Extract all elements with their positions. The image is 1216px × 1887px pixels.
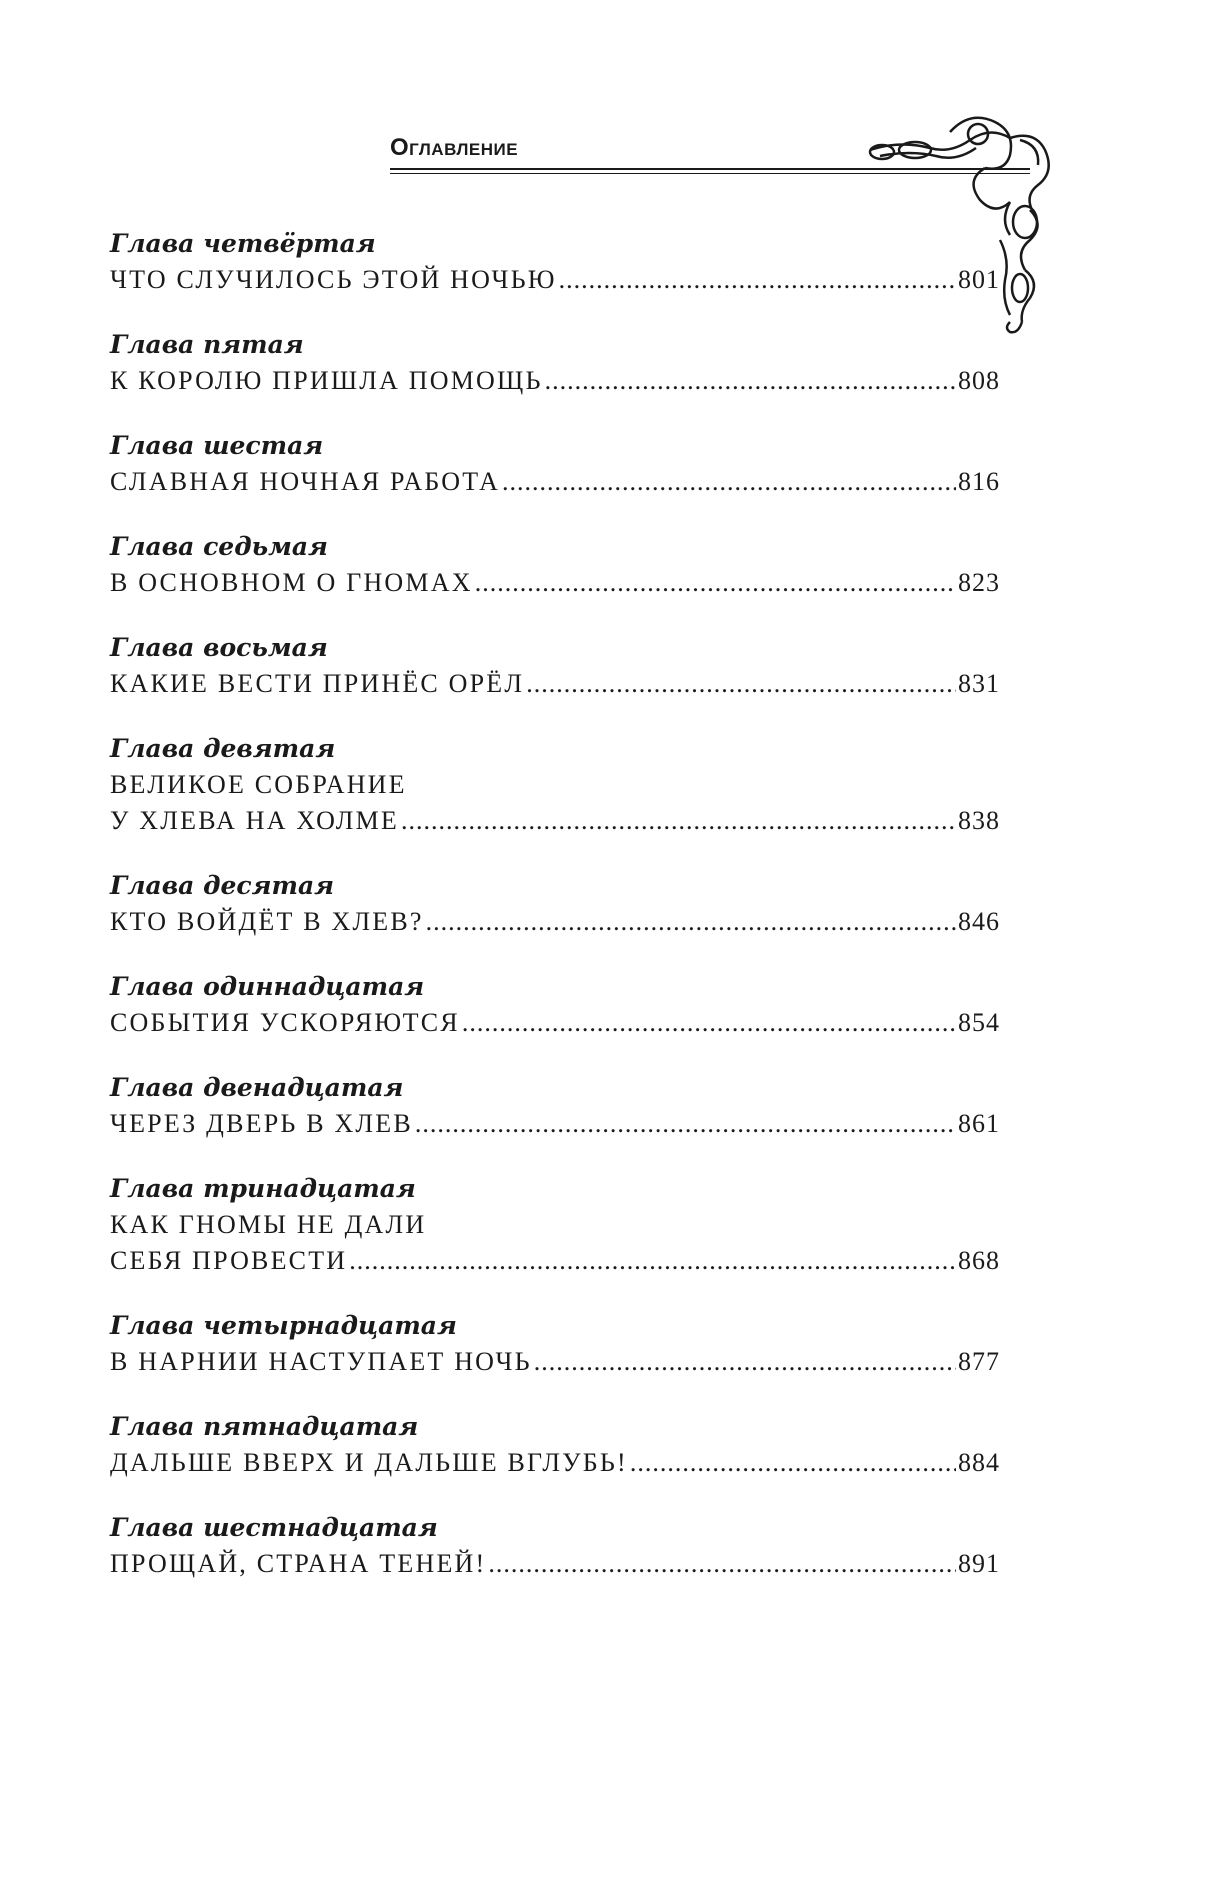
chapter-label: Глава четырнадцатая — [110, 1311, 457, 1340]
toc-entry — [110, 868, 1000, 940]
toc-entry — [110, 428, 1000, 500]
chapter-label: Глава пятая — [110, 330, 304, 359]
dot-leader — [426, 904, 956, 940]
chapter-label: Глава двенадцатая — [110, 1073, 404, 1102]
page-number: 816 — [958, 467, 1000, 496]
page-number: 861 — [958, 1109, 1000, 1138]
dot-leader — [488, 1546, 956, 1582]
dot-leader — [526, 666, 956, 702]
chapter-label: Глава тринадцатая — [110, 1174, 416, 1203]
toc-entry — [110, 1510, 1000, 1582]
chapter-title-first-line: ВЕЛИКОЕ СОБРАНИЕ — [110, 770, 407, 799]
toc-entry — [110, 1070, 1000, 1142]
chapter-title: В НАРНИИ НАСТУПАЕТ НОЧЬ — [110, 1347, 532, 1376]
toc-line — [110, 1344, 1000, 1380]
chapter-label: Глава десятая — [110, 871, 335, 900]
chapter-title: У ХЛЕВА НА ХОЛМЕ — [110, 806, 400, 835]
toc-line — [110, 565, 1000, 601]
page-number: 877 — [958, 1347, 1000, 1376]
chapter-title: КТО ВОЙДЁТ В ХЛЕВ? — [110, 907, 424, 936]
toc-entry — [110, 731, 1000, 839]
page-number: 838 — [958, 806, 1000, 835]
toc-line — [110, 666, 1000, 702]
dot-leader — [349, 1243, 956, 1279]
dot-leader — [559, 262, 956, 298]
chapter-title: СЛАВНАЯ НОЧНАЯ РАБОТА — [110, 467, 501, 496]
toc-entry — [110, 1308, 1000, 1380]
chapter-title: ЧТО СЛУЧИЛОСЬ ЭТОЙ НОЧЬЮ — [110, 265, 557, 294]
toc-line — [110, 1546, 1000, 1582]
chapter-title: СЕБЯ ПРОВЕСТИ — [110, 1246, 348, 1275]
page-title: Оглавление — [390, 134, 519, 161]
toc-line — [110, 1005, 1000, 1041]
chapter-title: К КОРОЛЮ ПРИШЛА ПОМОЩЬ — [110, 366, 543, 395]
dot-leader — [534, 1344, 956, 1380]
dot-leader — [630, 1445, 956, 1481]
chapter-title: ЧЕРЕЗ ДВЕРЬ В ХЛЕВ — [110, 1109, 413, 1138]
toc-line — [110, 803, 1000, 839]
toc-entry — [110, 1409, 1000, 1481]
chapter-title-first-line: КАК ГНОМЫ НЕ ДАЛИ — [110, 1210, 427, 1239]
toc-line — [110, 262, 1000, 298]
dot-leader — [545, 363, 956, 399]
page-number: 884 — [958, 1448, 1000, 1477]
toc-entry — [110, 529, 1000, 601]
toc-line — [110, 363, 1000, 399]
dot-leader — [502, 464, 956, 500]
page-number: 801 — [958, 265, 1000, 294]
toc-line — [110, 464, 1000, 500]
chapter-title: В ОСНОВНОМ О ГНОМАХ — [110, 568, 473, 597]
dot-leader — [462, 1005, 956, 1041]
toc-line — [110, 904, 1000, 940]
chapter-label: Глава шестая — [110, 431, 324, 460]
page-number: 854 — [958, 1008, 1000, 1037]
chapter-label: Глава восьмая — [110, 633, 328, 662]
chapter-label: Глава одиннадцатая — [110, 972, 425, 1001]
chapter-title: СОБЫТИЯ УСКОРЯЮТСЯ — [110, 1008, 460, 1037]
toc-entry — [110, 1171, 1000, 1279]
dot-leader — [401, 803, 956, 839]
page-number: 808 — [958, 366, 1000, 395]
toc-entry — [110, 969, 1000, 1041]
page-number: 823 — [958, 568, 1000, 597]
dot-leader — [475, 565, 956, 601]
chapter-title: ДАЛЬШЕ ВВЕРХ И ДАЛЬШЕ ВГЛУБЬ! — [110, 1448, 628, 1477]
toc-line — [110, 1445, 1000, 1481]
page-number: 891 — [958, 1549, 1000, 1578]
table-of-contents — [110, 226, 1000, 1611]
chapter-title: КАКИЕ ВЕСТИ ПРИНЁС ОРЁЛ — [110, 669, 525, 698]
toc-entry — [110, 226, 1000, 298]
chapter-label: Глава седьмая — [110, 532, 328, 561]
page-number: 831 — [958, 669, 1000, 698]
toc-line — [110, 1106, 1000, 1142]
chapter-label: Глава шестнадцатая — [110, 1513, 438, 1542]
toc-line — [110, 1243, 1000, 1279]
toc-entry — [110, 327, 1000, 399]
page-number: 868 — [958, 1246, 1000, 1275]
page-number: 846 — [958, 907, 1000, 936]
chapter-label: Глава четвёртая — [110, 229, 376, 258]
chapter-label: Глава пятнадцатая — [110, 1412, 419, 1441]
chapter-label: Глава девятая — [110, 734, 336, 763]
toc-entry — [110, 630, 1000, 702]
chapter-title: ПРОЩАЙ, СТРАНА ТЕНЕЙ! — [110, 1549, 487, 1578]
dot-leader — [415, 1106, 956, 1142]
